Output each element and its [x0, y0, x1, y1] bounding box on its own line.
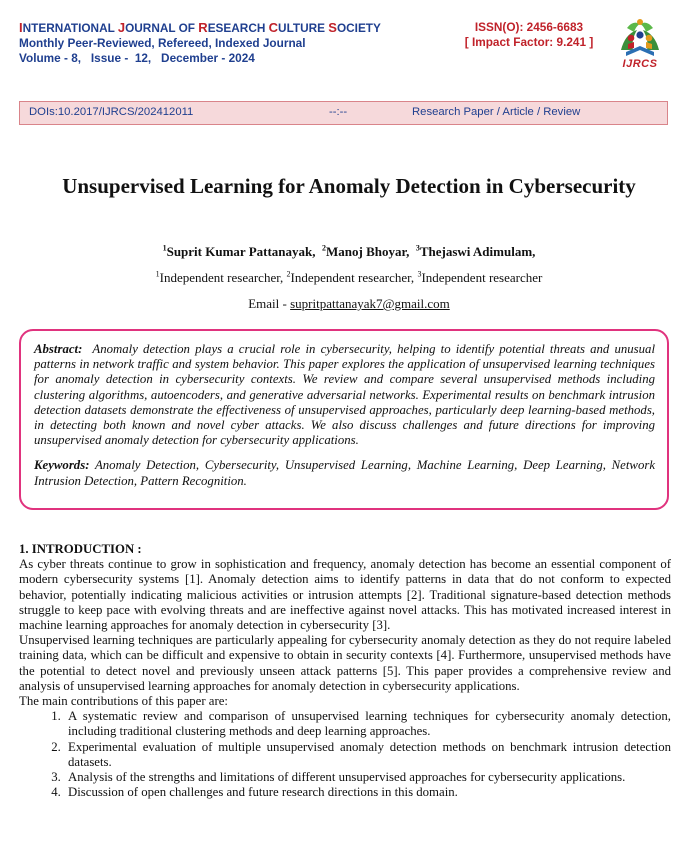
- keywords-label: Keywords:: [34, 458, 90, 473]
- keywords-text: Anomaly Detection, Cybersecurity, Unsupervised Learning, Machine Learning, Deep Learning, Network Intrusion Detection, Pattern Recognition.: [34, 458, 656, 488]
- journal-info: [19, 20, 439, 66]
- issn: ISSN(O): 2456-6683: [474, 20, 584, 34]
- logo-text: IJRCS: [622, 58, 658, 70]
- paragraph: The main contributions of this paper are:: [19, 694, 228, 709]
- affiliation: Independent researcher: [421, 270, 543, 285]
- affiliation-list: $^1$Independent researcher, $^2$Independent researcher, $^3$Independent researcher: [155, 269, 543, 285]
- list-item: 2. Experimental evaluation of multiple unsupervised anomaly detection methods on benchmark intrusion detection datasets.: [64, 740, 671, 770]
- affiliation: Independent researcher,: [159, 270, 284, 285]
- paragraph: Unsupervised learning techniques are particularly appealing for cybersecurity anomaly detection as they do not require labeled training data, which can be difficult and expensive to obtain in security contexts [4]. Furthermore, unsupervised methods have the potential to detect novel and previously unseen attack patterns [5]. This paper provides a comprehensive review and analysis of unsupervised learning approaches for anomaly detection in cybersecurity applications.: [19, 633, 671, 693]
- email-label: Email -: [248, 296, 291, 311]
- journal-volume: Volume - 8, Issue - 12, December - 2024: [19, 51, 255, 65]
- logo-emblem-icon: [609, 16, 671, 60]
- list-item: 3. Analysis of the strengths and limitations of different unsupervised approaches for cybersecurity applications.: [64, 770, 671, 785]
- abstract: [34, 342, 655, 448]
- author-name: Suprit Kumar Pattanayak,: [166, 244, 316, 259]
- contact-email: [30, 296, 668, 312]
- paper-type: Research Paper / Article / Review: [412, 106, 581, 118]
- doi-bar: [19, 101, 668, 125]
- introduction-section: [19, 542, 671, 800]
- doi-link[interactable]: DOIs:10.2017/IJRCS/202412011: [29, 106, 194, 118]
- email-link[interactable]: supritpattanayak7@gmail.com: [290, 296, 450, 311]
- paper-title: Unsupervised Learning for Anomaly Detection in Cybersecurity: [62, 174, 636, 198]
- abstract-text: Anomaly detection plays a crucial role in cybersecurity, helping to identify potential threats and unusual patterns in network traffic and system behavior. This paper explores the application of unsupervised learning techniques for anomaly detection in cybersecurity contexts. We review and compare several unsupervised methods including clustering algorithms, autoencoders, and generative adversarial networks. Experimental results on benchmark intrusion detection datasets demonstrate the effectiveness of unsupervised approaches, particularly deep learning-based methods, in detecting both known and novel cyber attacks. We also discuss challenges and future directions for improving unsupervised anomaly detection for cybersecurity applications.: [34, 342, 655, 448]
- paragraph: As cyber threats continue to grow in sophistication and frequency, anomaly detection has become an essential component of modern cybersecurity systems [1]. Anomaly detection aims to identify patterns in data that do not conform to expected behavior, potentially indicating malicious activities or intrusion attempts [2]. Traditional signature-based detection methods struggle to keep pace with evolving threats and are ineffective against novel attacks. This has motivated increased interest in machine learning approaches for anomaly detection in cybersecurity [3].: [19, 557, 671, 633]
- journal-logo: [609, 16, 671, 72]
- abstract-box: [19, 329, 669, 510]
- list-item: 4. Discussion of open challenges and future research directions in this domain.: [64, 785, 671, 800]
- doi-separator: --:--: [329, 106, 348, 118]
- list-item: 1. A systematic review and comparison of unsupervised learning techniques for cybersecurity anomaly detection, including traditional clustering methods and deep learning approaches.: [64, 709, 671, 739]
- impact-factor: [ Impact Factor: 9.241 ]: [464, 35, 594, 49]
- journal-subtitle: Monthly Peer-Reviewed, Refereed, Indexed Journal: [19, 36, 306, 50]
- affiliation: Independent researcher,: [290, 270, 415, 285]
- contributions-list: [19, 709, 671, 800]
- keywords: [34, 458, 655, 488]
- journal-name: INTERNATIONAL JOURNAL OF RESEARCH CULTURE SOCIETY: [19, 20, 381, 35]
- author-name: Manoj Bhoyar,: [326, 244, 410, 259]
- author-name: Thejaswi Adimulam,: [419, 244, 536, 259]
- author-list: $^1$Suprit Kumar Pattanayak, $^2$Manoj Bhoyar, $^3$Thejaswi Adimulam,: [162, 243, 536, 259]
- section-heading: 1. INTRODUCTION :: [19, 542, 142, 556]
- journal-identifiers: [444, 20, 614, 50]
- abstract-label: Abstract:: [34, 342, 83, 356]
